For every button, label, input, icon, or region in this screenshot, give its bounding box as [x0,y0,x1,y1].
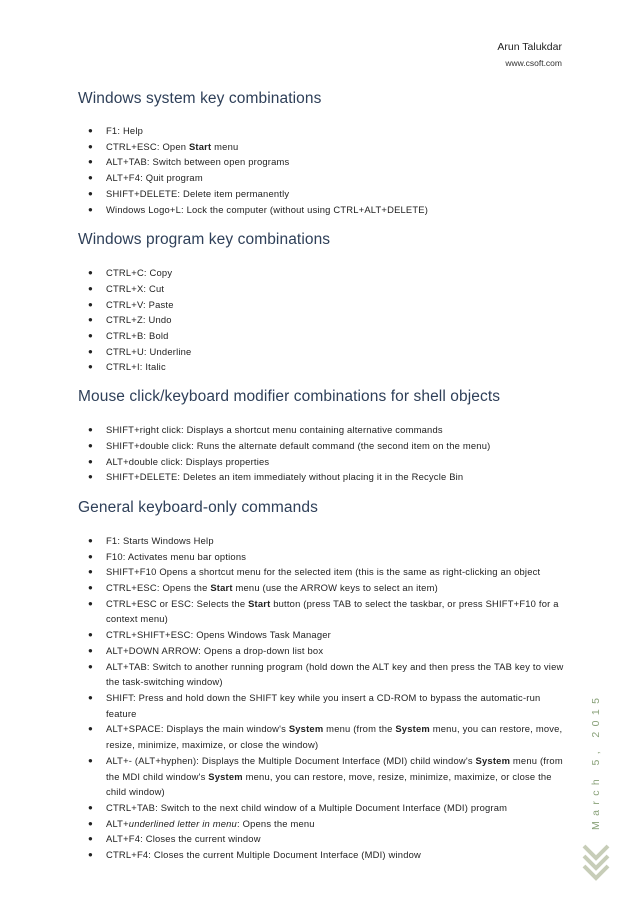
list-item [78,170,564,186]
list-item-text: SHIFT+DELETE: Deletes an item immediately without placing it in the Recycle Bin [106,471,464,483]
bullet-icon: ● [88,126,94,135]
bullet-icon: ● [88,157,94,167]
bullet-icon: ● [88,583,94,593]
list-item [78,139,564,155]
list-item [78,800,564,816]
list-item-text: menu [211,140,239,152]
section-heading: General keyboard-only commands [78,498,318,516]
list-item-text: SHIFT+F10 Opens a shortcut menu for the selected item (this is the same as right-clicking an object [106,566,541,578]
list-item [78,564,564,580]
section-windows-program-keys [78,229,564,375]
list-item-text: CTRL+U: Underline [106,345,192,357]
list-item [78,123,564,139]
bullet-icon: ● [88,456,94,466]
bullet-icon: ● [88,834,94,844]
list-item-text: CTRL+ESC or ESC: Selects the [106,597,249,609]
bullet-icon: ● [88,755,94,765]
list-item-text: Start [210,582,233,594]
list-item [78,154,564,170]
list-item [78,202,564,218]
list-item-text: underlined letter in menu [128,817,237,829]
list-item-text: ALT+double click: Displays properties [106,455,270,467]
list-item [78,297,564,313]
list-item-text: ALT+F4: Quit program [106,172,203,184]
list-item-text: System [475,754,511,766]
list-item [78,186,564,202]
list-item [78,469,564,485]
list-item [78,596,564,627]
list-item-text: menu (from the MDI child window's [106,754,563,782]
list-item-text: ALT+SPACE: Displays the main window's [106,723,289,735]
bullet-icon: ● [88,472,94,482]
list-item [78,328,564,344]
list-item [78,690,564,721]
list-item-text: SHIFT: Press and hold down the SHIFT key while you insert a CD-ROM to bypass the automatic-run feature [106,691,541,719]
shortcut-list [78,422,564,485]
list-item [78,721,564,752]
list-item-text: : Opens the menu [236,817,315,829]
list-item-text: CTRL+I: Italic [106,361,166,373]
list-item [78,281,564,297]
list-item-text: ALT+TAB: Switch to another running program (hold down the ALT key and then press the TAB key to view the task-switching window) [106,660,564,688]
list-item-text: ALT+- (ALT+hyphen): Displays the Multiple Document Interface (MDI) child window's [106,754,476,766]
section-heading: Mouse click/keyboard modifier combinations for shell objects [78,388,501,406]
list-item-text: CTRL+TAB: Switch to the next child window of a Multiple Document Interface (MDI) program [106,801,508,813]
list-item-text: Start [248,597,271,609]
list-item-text: CTRL+ESC: Open [106,140,189,152]
bullet-icon: ● [88,188,94,198]
bullet-icon: ● [88,551,94,561]
list-item [78,265,564,281]
shortcut-list [78,123,564,217]
bullet-icon: ● [88,204,94,214]
bullet-icon: ● [88,630,94,640]
list-item [78,659,564,690]
bullet-icon: ● [88,724,94,734]
author-website: www.csoft.com [505,58,562,68]
list-item [78,454,564,470]
bullet-icon: ● [88,850,94,860]
bullet-icon: ● [88,598,94,608]
list-item [78,533,564,549]
list-item-text: menu (from the [323,723,396,735]
list-item-text: System [395,723,430,735]
bullet-icon: ● [88,268,94,278]
list-item [78,549,564,565]
section-general-keyboard-commands [78,497,564,863]
bullet-icon: ● [88,440,94,450]
list-item-text: CTRL+X: Cut [106,282,165,294]
list-item-text: System [288,723,324,735]
list-item [78,643,564,659]
shortcut-list [78,533,564,863]
list-item [78,312,564,328]
list-item-text: F10: Activates menu bar options [106,550,247,562]
list-item [78,753,564,800]
list-item-text: ALT+DOWN ARROW: Opens a drop-down list box [106,644,324,656]
bullet-icon: ● [88,141,94,151]
bullet-icon: ● [88,173,94,183]
list-item-text: CTRL+F4: Closes the current Multiple Document Interface (MDI) window [106,849,422,861]
list-item [78,438,564,454]
list-item-text: ALT+F4: Closes the current window [106,833,261,845]
bullet-icon: ● [88,425,94,435]
bullet-icon: ● [88,567,94,577]
list-item-text: CTRL+V: Paste [106,298,174,310]
section-heading: Windows program key combinations [78,231,331,249]
list-item [78,627,564,643]
list-item-text: F1: Help [106,125,144,136]
list-item [78,816,564,832]
list-item-text: CTRL+SHIFT+ESC: Opens Windows Task Manager [106,629,331,641]
list-item-text: CTRL+B: Bold [106,330,169,342]
bullet-icon: ● [88,283,94,293]
bullet-icon: ● [88,661,94,671]
shortcut-list [78,265,564,375]
list-item [78,359,564,375]
list-item-text: SHIFT+double click: Runs the alternate default command (the second item on the menu) [106,439,491,451]
list-item-text: Start [188,140,212,152]
list-item-text: CTRL+ESC: Opens the [106,582,211,594]
bullet-icon: ● [88,818,94,828]
bullet-icon: ● [88,331,94,341]
list-item-text: CTRL+C: Copy [106,267,173,279]
list-item [78,847,564,863]
bullet-icon: ● [88,535,94,545]
list-item-text: ALT+ [106,817,129,829]
author-name: Arun Talukdar [497,41,562,53]
list-item-text: menu, you can restore, move, resize, minimize, maximize, or close the window) [106,723,563,751]
list-item-text: F1: Starts Windows Help [106,534,214,546]
section-windows-system-keys [78,88,564,217]
bullet-icon: ● [88,362,94,372]
list-item-text: Windows Logo+L: Lock the computer (without using CTRL+ALT+DELETE) [106,203,429,215]
list-item-text: ALT+TAB: Switch between open programs [106,156,290,168]
list-item [78,422,564,438]
document-body [78,88,564,863]
bullet-icon: ● [88,299,94,309]
list-item-text: System [208,770,243,782]
list-item [78,831,564,847]
list-item-text: button (press TAB to select the taskbar, or press SHIFT+F10 for a context menu) [106,597,559,625]
side-date-text: March 5, 2015 [590,692,602,830]
section-mouse-modifier-combos [78,386,564,485]
bullet-icon: ● [88,346,94,356]
list-item-text: menu, you can restore, move, resize, minimize, maximize, or close the child window) [106,770,552,798]
list-item-text: menu (use the ARROW keys to select an item) [232,582,438,594]
bullet-icon: ● [88,692,94,702]
page-header [497,40,562,70]
list-item [78,344,564,360]
list-item-text: SHIFT+DELETE: Delete item permanently [106,187,290,199]
bullet-icon: ● [88,315,94,325]
triple-chevron-down-icon [578,840,614,884]
section-heading: Windows system key combinations [78,90,322,107]
list-item-text: CTRL+Z: Undo [106,314,172,326]
bullet-icon: ● [88,645,94,655]
list-item-text: SHIFT+right click: Displays a shortcut menu containing alternative commands [106,424,443,436]
bullet-icon: ● [88,802,94,812]
list-item [78,580,564,596]
side-date [586,692,606,830]
